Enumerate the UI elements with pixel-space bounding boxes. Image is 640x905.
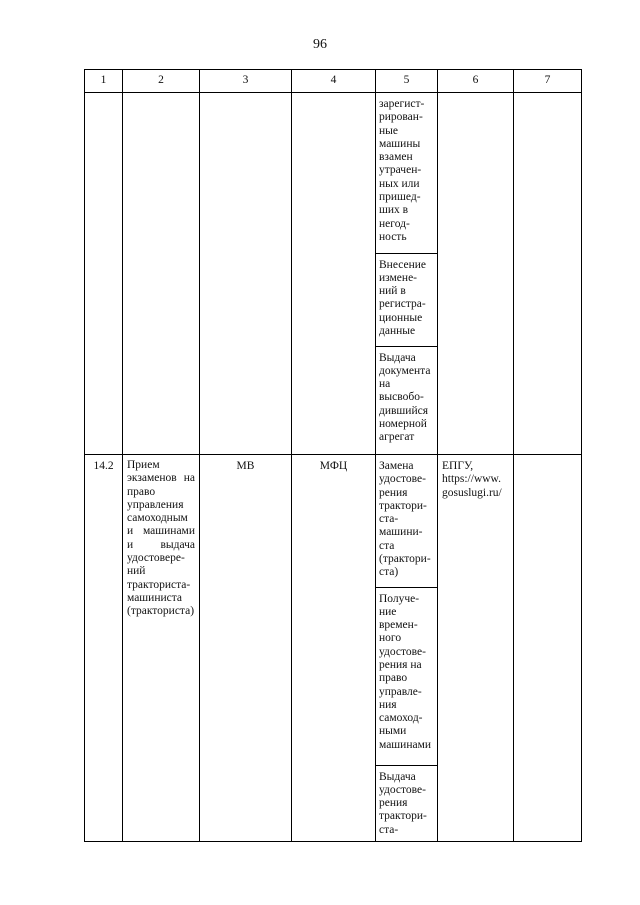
header-cell-6: 6 [438,70,514,93]
table-header-row [85,70,582,93]
text-line: удостовере- [127,552,185,565]
text-line: агрегат [379,431,415,444]
text-line: трактори- [379,810,427,823]
header-cell-7: 7 [514,70,582,93]
subservice-text [376,346,437,449]
text-line: ния [379,698,397,711]
text-line: ста) [379,566,399,579]
col4-value: МФЦ [292,455,376,842]
text-line: на [379,378,391,391]
col7-cell [514,455,582,842]
text-line: ших в [379,204,409,217]
subservice-text [376,455,437,587]
continuation-service-cell [123,93,200,455]
portal-cell [438,455,514,842]
text-word: и [127,525,134,538]
subservice-item [376,93,437,253]
text-line [127,472,195,485]
text-line: ных или [379,177,420,190]
text-line: высвобо- [379,391,424,404]
text-line: рения [379,797,408,810]
text-line: удостове- [379,645,426,658]
text-line: Прием [127,459,160,471]
subservice-list [376,455,437,841]
service-name-cell [123,455,200,842]
text-line: пришед- [379,191,421,204]
text-line: Выдача [379,351,416,364]
text-line: Внесение [379,258,426,271]
text-line: (трактори- [379,553,431,566]
text-word: на [183,472,195,485]
text-line: Замена [379,460,414,472]
text-line: управления [127,498,184,511]
text-line: ний в [379,285,406,298]
subservices-cell [376,455,438,842]
text-line [127,539,195,552]
text-line: ний [127,565,146,578]
text-line: ста- [379,823,399,836]
text-line: право [127,485,156,498]
text-line: (тракториста) [127,605,195,618]
text-line [127,525,195,538]
text-line: ние [379,605,397,618]
subservice-item [376,253,437,346]
page-number: 96 [313,37,327,52]
text-line: ста [379,539,395,552]
text-line: зарегист- [379,98,425,110]
text-line: дившийся [379,404,428,417]
text-line: негод- [379,217,410,230]
continuation-col4-cell [292,93,376,455]
subservice-text [376,253,437,346]
text-word: выдача [160,538,195,551]
text-line: машиниста [127,591,182,604]
header-cell-3: 3 [200,70,292,93]
header-cell-5: 5 [376,70,438,93]
continuation-col6-cell [438,93,514,455]
continuation-subservice-list [376,93,437,449]
continuation-col7-cell [514,93,582,455]
text-line: управле- [379,685,422,698]
text-line: времен- [379,619,418,632]
header-cell-4: 4 [292,70,376,93]
text-line: ность [379,230,407,243]
text-line: самоходным [127,512,188,525]
continuation-col3-cell [200,93,292,455]
subservice-item [376,346,437,449]
subservice-item [376,455,437,587]
text-line: тракториста- [127,578,191,591]
service-name [123,455,199,619]
continuation-num-cell [85,93,123,455]
subservice-item [376,587,437,765]
continuation-subservices-cell [376,93,438,455]
row-number: 14.2 [85,455,123,842]
text-line: gosuslugi.ru/ [442,486,502,499]
text-line: машинами [379,738,432,751]
text-line: Получе- [379,592,420,605]
text-line: https://www. [442,473,501,486]
subservice-text [376,587,437,765]
text-line: утрачен- [379,164,422,177]
subservice-item [376,765,437,841]
text-line: ными [379,725,407,738]
text-word: экзаменов [127,472,177,485]
text-line: номерной [379,417,427,430]
col3-value: МВ [200,455,292,842]
text-line: регистра- [379,298,426,311]
row-14-2 [85,455,582,842]
continuation-row [85,93,582,455]
text-line: машины [379,137,421,150]
text-line: ционные [379,311,423,324]
text-line: самоход- [379,712,423,725]
text-line: ные [379,124,398,137]
portal-link [438,455,513,500]
text-line: Выдача [379,770,416,783]
subservice-text [376,93,437,253]
services-table [84,69,582,842]
text-word: и [127,538,134,551]
header-cell-2: 2 [123,70,200,93]
text-line: взамен [379,151,413,164]
text-line: право [379,672,408,685]
text-word: машинами [142,525,195,538]
text-line: удостове- [379,783,426,796]
text-line: ста- [379,513,399,526]
text-line: рения на [379,658,422,671]
text-line: документа [379,364,431,377]
text-line: машини- [379,526,423,539]
text-line: измене- [379,271,418,284]
text-line: данные [379,324,416,337]
text-line: ного [379,632,402,645]
text-line: удостове- [379,473,426,486]
subservice-text [376,765,437,841]
text-line: рирован- [379,111,423,124]
text-line: ЕПГУ, [442,460,474,472]
header-cell-1: 1 [85,70,123,93]
text-line: трактори- [379,499,427,512]
text-line: рения [379,486,408,499]
